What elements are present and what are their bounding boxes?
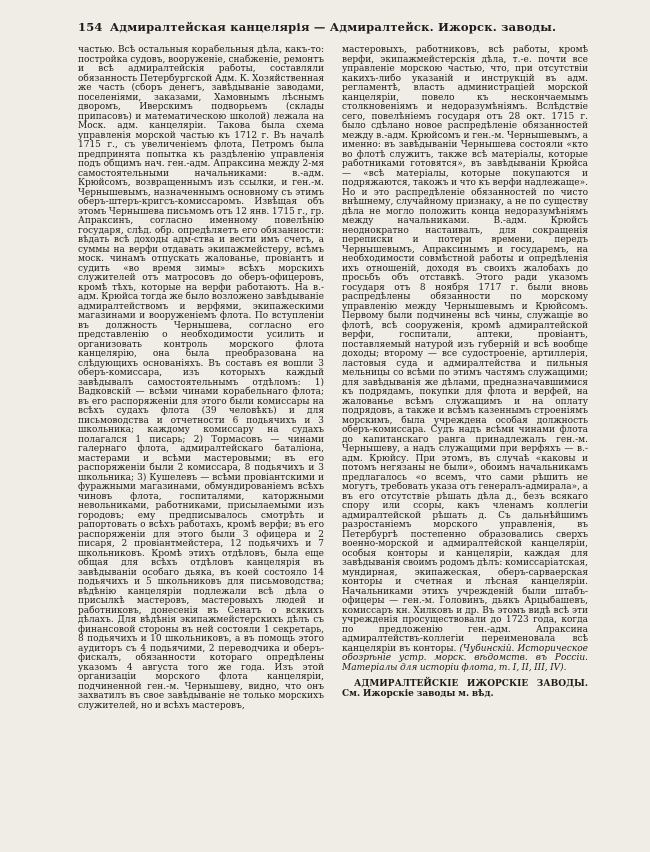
left-column <box>78 46 324 711</box>
text-columns <box>78 46 588 711</box>
article-text-right-body: мастеровыхъ, работниковъ, всѣ работы, кромѣ верфи, экипажмейстерскія дѣла, т.-е. почти все управленіе морскою частью, что, при отсутствіи какихъ-либо указаній и инструкцій въ адм. регламентѣ, власть администраціей морской канцеляріи, повело къ нескончаемымъ столкновеніямъ и недоразумѣніямъ. Вслѣдствіе сего, повелѣніемъ государя отъ 28 окт. 1715 г. было сдѣлано новое распредѣленіе обязанностей между в.-адм. Крюйсомъ и ген.-м. Чернышевымъ, а именно: въ завѣдываніи Чернышева состояли «кто во флотѣ служитъ, также всѣ матеріалы, которые работниками готовятся», въ завѣдываніи Крюйса — «всѣ матеріалы, которые покупаются и подряжаются, такожъ и что къ верфи надлежаще». Но и это распредѣленіе обязанностей по чисто внѣшнему, случайному признаку, а не по существу дѣла не могло положить конца недоразумѣніямъ между начальниками. В.-адм. Крюйсъ неоднократно настаивалъ, для сокращенія переписки и потери времени, передъ Чернышевымъ, Апраксинымъ и государемъ, на необходимости совмѣстной работы и опредѣленія ихъ отношеній, доходя въ своихъ жалобахъ до просьбъ объ отставкѣ. Этого ради указомъ государя отъ 8 ноября 1717 г. были вновь распредѣлены обязанности по морскому управленію между Чернышевымъ и Крюйсомъ. Первому были подчинены всѣ чины, служащіе во флотѣ, всѣ сооруженія, кромѣ адмиралтейской верфи, госпитали, аптеки, провіантъ, поставляемый натурой изъ губерній и всѣ вообще доходы; второму — все судостроеніе, артиллерія, ластовыя суда и адмиралтейства и пильныя мельницы со всѣми по этимъ частямъ служащими; для завѣдыванія же дѣлами, предназначавшимися къ подрядамъ, покупки для флота и верфей, на жалованье всѣмъ служащимъ и на оплату подрядовъ, а также и всѣмъ казеннымъ строеніямъ морскимъ, была учреждена особая должность оберъ-комиссара. Судъ надъ всѣми чинами флота до капитанскаго ранга принадлежалъ ген.-м. Чернышеву, а надъ служащими при верфяхъ — в.-адм. Крюйсу. При этомъ, въ случаѣ «каковы и потомъ негязаны не были», обоимъ начальникамъ предлагалось «о всемъ, что сами рѣшить не могутъ, требовать указа отъ генералъ-адмирала», а въ его отсутствіе рѣшать дѣла д., безъ всякаго спору или ссоры, какъ членамъ коллегіи адмиралтейской рѣшать д. Съ дальнѣйшимъ разростаніемъ морского управленія, въ Петербургѣ постепенно образовались сверхъ военно-морской и адмиралтейской канцеляріи, особыя конторы и канцеляріи, каждая для завѣдыванія своимъ родомъ дѣлъ: комиссаріатская, мундирная, экипажеская, оберъ-сарваерская конторы и счетная и лѣсная канцеляріи. Начальниками этихъ учрежденій были штабъ-офицеры — ген.-м. Головинъ, дьякъ Арцыбашевъ, комиссаръ кн. Хилковъ и др. Въ этомъ видѣ всѣ эти учрежденія просуществовали до 1723 года, когда по предложенію ген.-адм. Апраксина адмиралтействъ-коллегіи переименовала всѣ канцеляріи въ конторы. <box>342 45 588 654</box>
next-article-text: См. Ижорскіе заводы м. вѣд. <box>342 688 494 699</box>
article-citation: (Чубинскій. Историческое обозрѣніе устр. морск. вѣдомств. въ Россіи. Матеріалы для исторіи флота, т. I, II, III, IV). <box>342 643 588 673</box>
page-number: 154 <box>78 20 103 34</box>
page-header <box>78 20 588 36</box>
right-column <box>342 46 588 711</box>
article-text-left: частью. Всѣ остальныя корабельныя дѣла, какъ-то: постройка судовъ, вооруженіе, снабженіе, ремонтъ и всѣ адмиралтейскія работы, составляли обязанность Петербургской Адм. К. Хозяйственная же часть (сборъ денегъ, завѣдываніе заводами, поселеніями, заказами, Хамовнымъ лѣснымъ дворомъ, Иверскимъ подворьемъ (склады припасовъ) и математическою школой) лежала на Моск. адм. канцеляріи. Такова была схема управленія морской частью къ 1712 г. Въ началѣ 1715 г., съ увеличеніемъ флота, Петромъ была предпринята попытка къ раздѣленію управленія подъ общимъ нач. ген.-адм. Апраксина между 2-мя самостоятельными начальниками: в.-адм. Крюйсомъ, возвращеннымъ изъ ссылки, и ген.-м. Чернышевымъ, назначеннымъ основному съ этимъ оберъ-штеръ-кригсъ-комиссаромъ. Извѣщая объ этомъ Чернышева письмомъ отъ 12 янв. 1715 г., гр. Апраксинъ, согласно именному повелѣнію государя, слѣд. обр. опредѣляетъ его обязанности: вѣдать всѣ доходы адм-ства и вести имъ счетъ, а суммы на верфи отдавать экипажмейстеру, всѣмъ моск. чинамъ отпускать жалованье, провіантъ и судить «во время зимы» всѣхъ морскихъ служителей отъ матросовъ до оберъ-офицеровъ, кромѣ тѣхъ, которые на верфи работаютъ. На в.-адм. Крюйса тогда же было возложено завѣдываніе адмиралтействомъ и верфями, экипажескими магазинами и вооруженіемъ флота. По вступленіи въ должность Чернышева, согласно его представленію о необходимости усилить и организовать контроль морского флота канцелярію, она была преобразована на слѣдующихъ основаніяхъ. Въ составъ ея вошли 3 оберъ-комиссара, изъ которыхъ каждый завѣдывалъ самостоятельнымъ отдѣломъ: 1) Вадковскій — всѣми чинами корабельнаго флота; въ его распоряженіи для этого были комиссары на всѣхъ судахъ флота (39 человѣкъ) и для письмоводства и отчетности 6 подьячихъ и 3 школьника; каждому комиссару на судахъ полагался 1 писарь; 2) Тормасовъ — чинами галернаго флота, адмиралтейскаго баталіона, мастерами и всѣми мастеровыми; въ его распоряженіи были 2 комиссара, 8 подьячихъ и 3 школьника; 3) Кушелевъ — всѣми провіантскими и фуражными магазинами, обмундированіемъ всѣхъ чиновъ флота, госпиталями, каторжными невольниками, работниками, присылаемыми изъ городовъ; ему предписывалось смотрѣть и рапортовать о всѣхъ работахъ, кромѣ верфи; въ его распоряженіи для этого были 3 офицера и 2 писаря, 2 провіантмейстера, 12 подьячихъ и 7 школьниковъ. Кромѣ этихъ отдѣловъ, была еще общая для всѣхъ отдѣловъ канцелярія въ завѣдываніи особаго дьяка, въ коей состояло 14 подьячихъ и 5 школьниковъ для письмоводства; вѣдѣнію канцеляріи подлежали всѣ дѣла о присылкѣ мастеровъ, мастеровыхъ людей и работниковъ, донесенія въ Сенатъ о всякихъ дѣлахъ. Для вѣдѣнія экипажмейстерскихъ дѣлъ съ финансовой стороны въ ней состояли 1 секретарь, 8 подьячихъ и 10 школьниковъ, а въ помощь этого аудиторъ съ 4 подьячими, 2 переводчика и оберъ-фискалъ, обязанности котораго опредѣлены указомъ 4 августа того же года. Изъ этой организаціи морского флота канцеляріи, подчиненной ген.-м. Чернышеву, видно, что онъ захватилъ въ свое завѣдываніе не только морскихъ служителей, но и всѣхъ мастеровъ, <box>78 45 324 711</box>
running-title: Адмиралтейская канцелярія — Адмиралтейск. Ижорск. заводы. <box>109 20 557 34</box>
next-article-title: АДМИРАЛТЕЙСКІЕ ИЖОРСКІЕ ЗАВОДЫ. <box>354 679 588 689</box>
next-article-entry <box>342 680 588 699</box>
article-text-right <box>342 46 588 673</box>
